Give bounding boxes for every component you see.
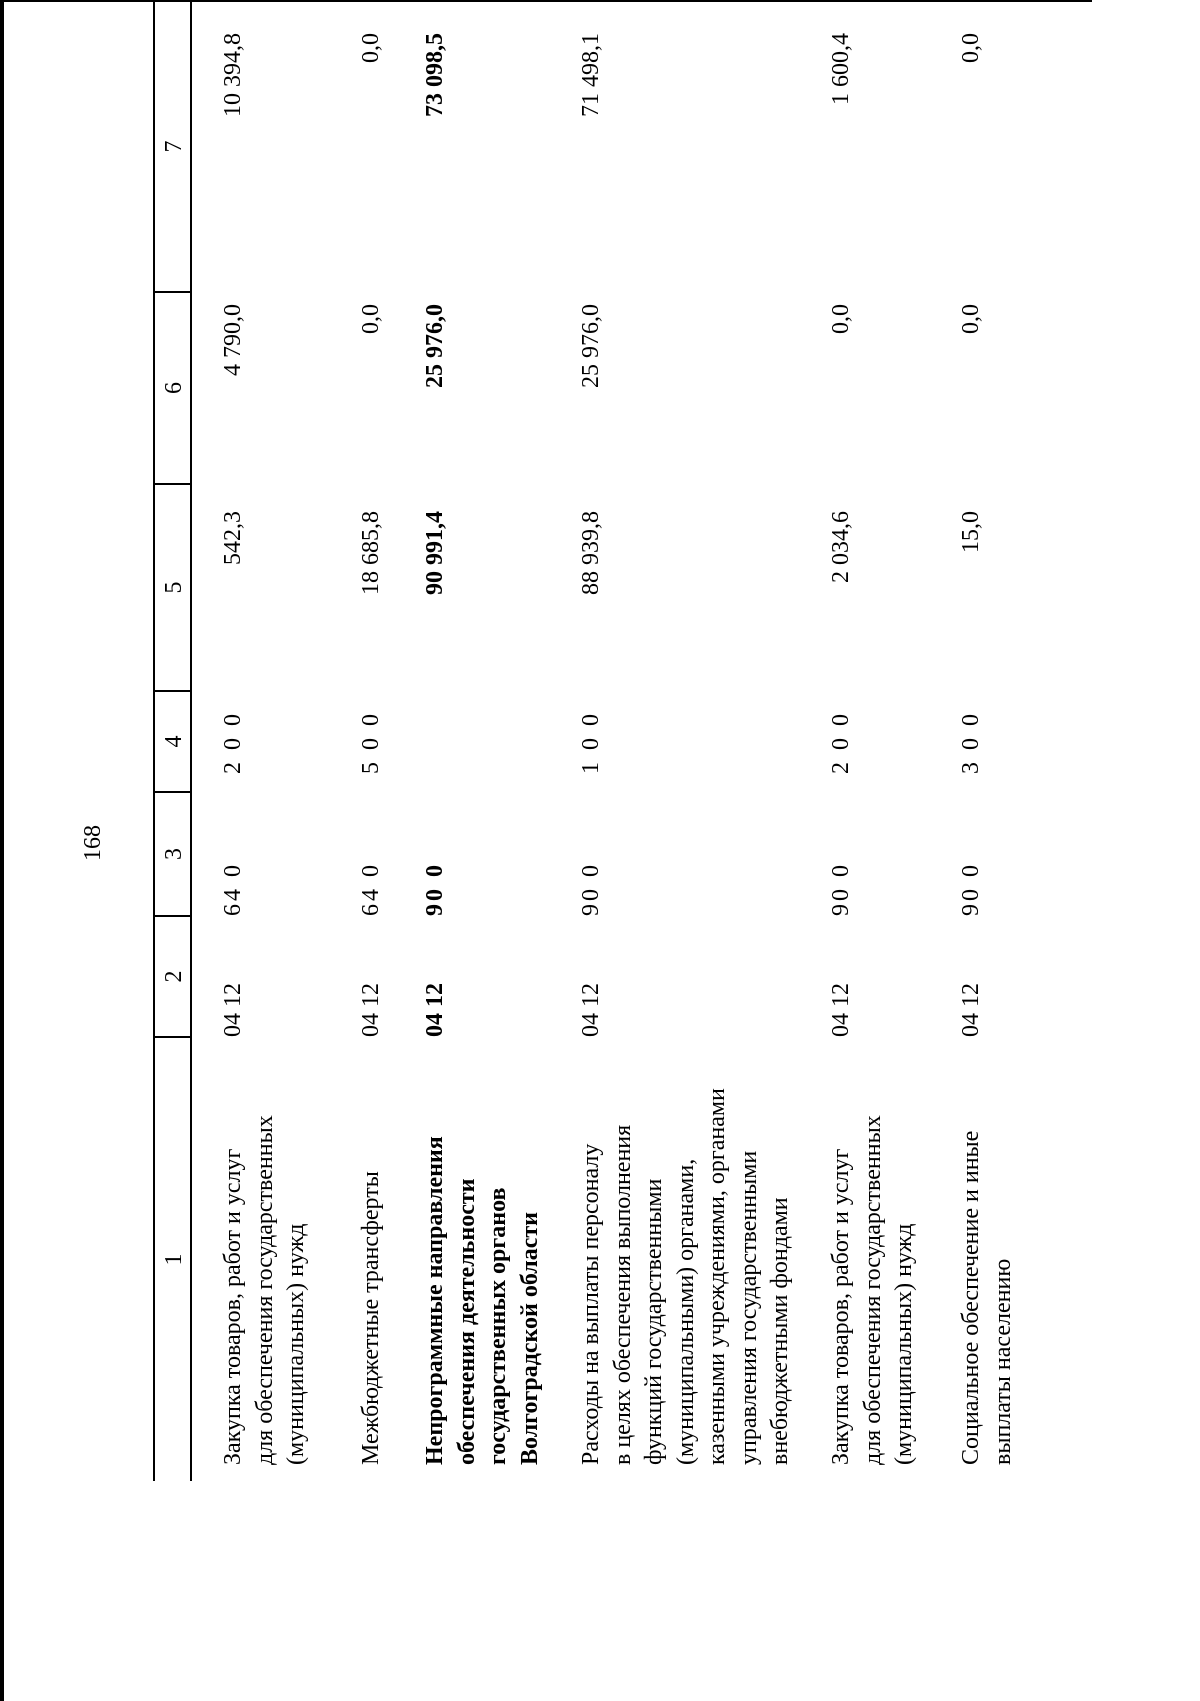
table-row-5-c6: 0,0: [828, 304, 854, 334]
table-row-4-c7: 71 498,1: [578, 33, 604, 117]
table-row-1-c7: 10 394,8: [220, 33, 246, 117]
table-row-2-target: 64 0: [358, 862, 384, 916]
table-row-2-section: 04 12: [358, 983, 384, 1037]
table-row-4-type: 1 0 0: [578, 711, 604, 774]
table-row-2-c6: 0,0: [358, 304, 384, 334]
name-line: государственных органов: [485, 1187, 511, 1465]
table-row-3-c7: 73 098,5: [422, 33, 448, 117]
table-row-5-section: 04 12: [828, 983, 854, 1037]
column-header-3: 3: [161, 848, 187, 860]
name-line: Расходы на выплаты персоналу: [578, 1143, 604, 1465]
table-row-4-section: 04 12: [578, 983, 604, 1037]
name-line: Социальное обеспечение и иные: [958, 1130, 984, 1465]
table-row-3-c6: 25 976,0: [422, 304, 448, 388]
table-row-6-target: 90 0: [958, 862, 984, 916]
table-row-6-name: [956, 1131, 1019, 1465]
name-line: (муниципальных) нужд: [283, 1223, 309, 1465]
name-line: управления государственными: [735, 1150, 762, 1465]
table-row-3-c5: 90 991,4: [422, 511, 448, 595]
table-row-3-section: 04 12: [422, 983, 448, 1037]
table-row-1-target: 64 0: [220, 862, 246, 916]
name-line: Закупка товаров, работ и услуг: [828, 1148, 854, 1465]
table-row-5-name: [826, 1115, 921, 1465]
table-row-6-type: 3 0 0: [958, 711, 984, 774]
table-row-4-target: 90 0: [578, 862, 604, 916]
table-row-4-c6: 25 976,0: [578, 304, 604, 388]
name-line: для обеспечения государственных: [251, 1115, 278, 1465]
table-row-6-c7: 0,0: [958, 33, 984, 63]
name-line: казенными учреждениями, органами: [704, 1088, 730, 1465]
table-top-rule: [153, 1, 155, 1481]
name-line: Закупка товаров, работ и услуг: [220, 1148, 246, 1465]
table-row-1-c5: 542,3: [220, 511, 246, 565]
table-row-6-c6: 0,0: [958, 304, 984, 334]
table-row-3-target: 90 0: [422, 862, 448, 916]
name-line: функций государственными: [641, 1178, 667, 1465]
name-line: (муниципальными) органами,: [672, 1158, 699, 1465]
table-row-1-type: 2 0 0: [220, 711, 246, 774]
name-line: Непрограммные направления: [422, 1136, 448, 1465]
table-row-5-c5: 2 034,6: [828, 511, 854, 583]
column-header-4: 4: [161, 735, 187, 748]
table-row-2-type: 5 0 0: [358, 711, 384, 774]
name-line: выплаты населению: [989, 1258, 1016, 1465]
table-row-4-name: [576, 1088, 797, 1465]
table-row-1-c6: 4 790,0: [220, 304, 246, 376]
name-line: (муниципальных) нужд: [891, 1223, 917, 1465]
column-header-7: 7: [161, 140, 187, 153]
table-header-rule: [190, 1, 192, 1481]
column-header-1: 1: [161, 1253, 187, 1266]
table-row-5-c7: 1 600,4: [828, 33, 854, 105]
table-row-1-section: 04 12: [220, 983, 246, 1037]
page-number: 168: [80, 825, 106, 861]
table-row-5-type: 2 0 0: [828, 711, 854, 774]
name-line: для обеспечения государственных: [859, 1115, 886, 1465]
table-row-6-c5: 15,0: [958, 511, 984, 553]
table-row-1-name: [218, 1115, 313, 1465]
name-line: Межбюджетные трансферты: [358, 1171, 384, 1465]
column-header-5: 5: [161, 581, 187, 594]
column-header-2: 2: [161, 970, 187, 983]
table-row-2-c5: 18 685,8: [358, 511, 384, 595]
table-row-2-c7: 0,0: [358, 33, 384, 63]
name-line: в целях обеспечения выполнения: [609, 1124, 636, 1465]
table-row-6-section: 04 12: [958, 983, 984, 1037]
column-header-6: 6: [161, 382, 187, 394]
name-line: внебюджетными фондами: [767, 1197, 793, 1465]
table-row-5-target: 90 0: [828, 862, 854, 916]
table-row-4-c5: 88 939,8: [578, 511, 604, 595]
name-line: обеспечения деятельности: [453, 1178, 480, 1465]
name-line: Волгоградской области: [516, 1212, 543, 1465]
table-row-2-name: [356, 1171, 388, 1465]
table-row-3-name: [420, 1136, 546, 1465]
